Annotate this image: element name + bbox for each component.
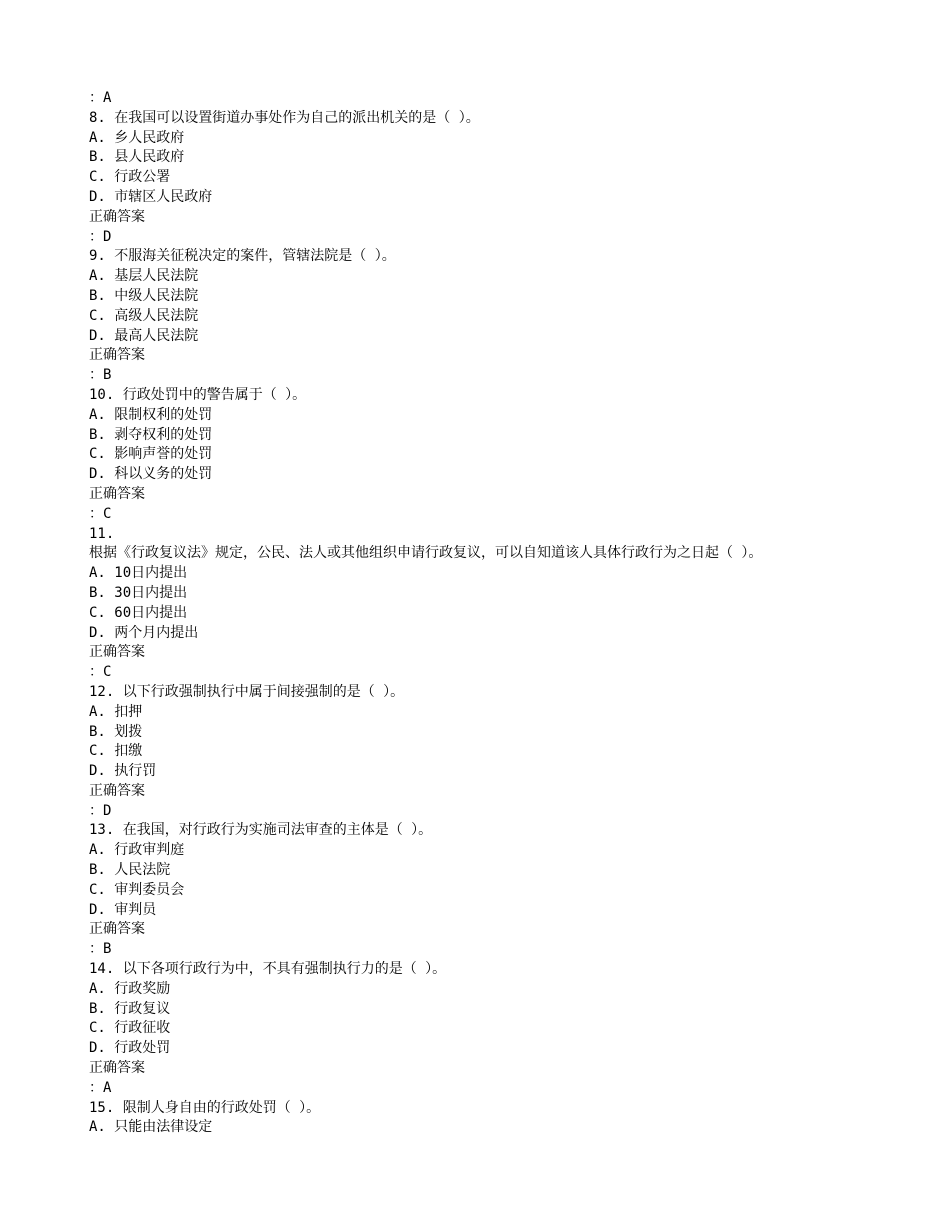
text-line: A. 行政审判庭	[89, 842, 185, 859]
text-line: 13. 在我国，对行政行为实施司法审查的主体是（ ）。	[89, 822, 433, 839]
text-line: 12. 以下行政强制执行中属于间接强制的是（ ）。	[89, 683, 405, 700]
text-line: A. 10日内提出	[89, 565, 188, 582]
text-line: B. 人民法院	[89, 862, 171, 879]
text-line: D. 科以义务的处罚	[89, 466, 213, 483]
text-line: 15. 限制人身自由的行政处罚（ ）。	[89, 1099, 321, 1116]
text-line: 根据《行政复议法》规定，公民、法人或其他组织申请行政复议，可以自知道该人具体行政行为之日起（ ）。	[89, 545, 763, 562]
text-line: ：A	[89, 90, 112, 106]
text-line: ：B	[89, 367, 112, 384]
text-line: B. 县人民政府	[89, 149, 185, 166]
text-line: C. 高级人民法院	[89, 307, 199, 324]
text-line: B. 中级人民法院	[89, 287, 199, 304]
text-line: ：C	[89, 664, 112, 681]
text-line: A. 行政奖励	[89, 980, 171, 997]
text-line: D. 最高人民法院	[89, 327, 199, 344]
text-line: 11.	[89, 525, 115, 542]
text-line: 正确答案	[89, 347, 145, 364]
text-line: C. 行政公署	[89, 169, 171, 186]
document-body	[89, 89, 919, 1138]
text-line: D. 审判员	[89, 901, 157, 918]
text-line: A. 只能由法律设定	[89, 1119, 213, 1136]
text-line: B. 行政复议	[89, 1000, 171, 1017]
text-line: 9. 不服海关征税决定的案件，管辖法院是（ ）。	[89, 248, 396, 265]
text-line: B. 划拨	[89, 723, 143, 740]
text-line: ：D	[89, 228, 112, 245]
text-line: ：A	[89, 1079, 112, 1096]
text-line: D. 行政处罚	[89, 1040, 171, 1057]
text-line: A. 扣押	[89, 703, 143, 720]
text-line: B. 30日内提出	[89, 584, 188, 601]
text-line: C. 行政征收	[89, 1020, 171, 1037]
text-line: A. 基层人民法院	[89, 268, 199, 285]
text-line: 正确答案	[89, 782, 145, 799]
text-line: A. 乡人民政府	[89, 129, 185, 146]
text-line: 8. 在我国可以设置街道办事处作为自己的派出机关的是（ ）。	[89, 109, 480, 126]
text-line: 正确答案	[89, 644, 145, 661]
text-line: ：C	[89, 505, 112, 522]
text-line: 正确答案	[89, 208, 145, 225]
text-line: C. 影响声誉的处罚	[89, 446, 213, 463]
text-line: D. 市辖区人民政府	[89, 188, 213, 205]
text-line: 正确答案	[89, 1060, 145, 1077]
text-line: 14. 以下各项行政行为中，不具有强制执行力的是（ ）。	[89, 961, 447, 978]
text-line: 正确答案	[89, 485, 145, 502]
text-line: 10. 行政处罚中的警告属于（ ）。	[89, 386, 307, 403]
text-line: B. 剥夺权利的处罚	[89, 426, 213, 443]
text-line: C. 审判委员会	[89, 881, 185, 898]
text-line: C. 扣缴	[89, 743, 143, 760]
text-line: C. 60日内提出	[89, 604, 188, 621]
text-line: ：B	[89, 941, 112, 958]
text-line: D. 两个月内提出	[89, 624, 199, 641]
text-line: ：D	[89, 802, 112, 819]
text-line: D. 执行罚	[89, 763, 157, 780]
text-line: 正确答案	[89, 921, 145, 938]
text-line: A. 限制权利的处罚	[89, 406, 213, 423]
